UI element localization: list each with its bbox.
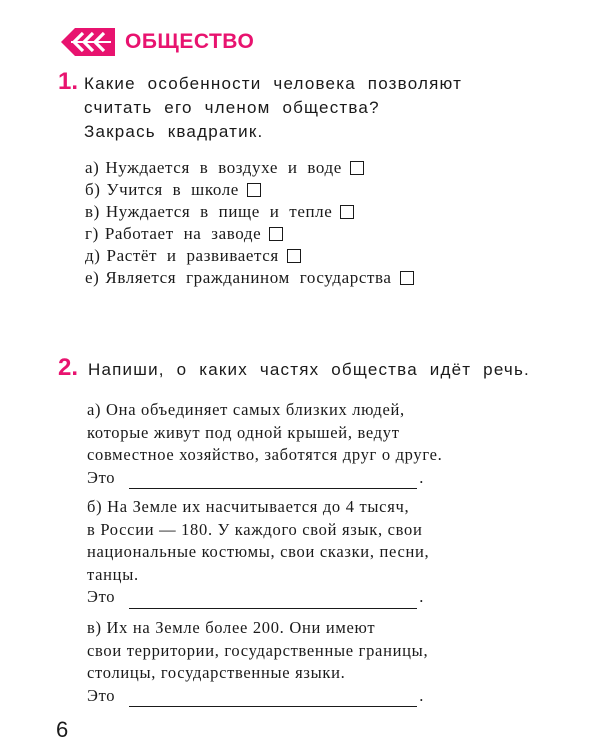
item-line: национальные костюмы, свои сказки, песни, xyxy=(87,542,430,561)
option-text: Работает на заводе xyxy=(104,224,262,243)
question-1-line: считать его членом общества? xyxy=(84,98,380,117)
option-e xyxy=(85,267,414,289)
item-line: а) Она объединяет самых близких людей, xyxy=(87,400,405,419)
answer-prefix: Это xyxy=(87,685,116,705)
answer-suffix: . xyxy=(419,685,425,705)
item-line: б) На Земле их насчитывается до 4 тысяч, xyxy=(87,497,410,516)
option-text: Нуждается в пище и тепле xyxy=(105,202,333,221)
answer-suffix: . xyxy=(419,467,425,487)
question-2-number: 2. xyxy=(58,354,79,381)
section-logo-icon xyxy=(57,25,119,59)
option-letter: е) xyxy=(85,268,100,287)
option-d-checkbox[interactable] xyxy=(287,249,301,263)
option-b-checkbox[interactable] xyxy=(247,183,261,197)
answer-prefix: Это xyxy=(87,587,116,606)
question-2-item-b xyxy=(87,496,537,609)
question-1-options xyxy=(85,157,414,289)
answer-prefix: Это xyxy=(87,467,116,487)
item-line: танцы. xyxy=(87,564,139,584)
item-line: свои территории, государственные границы, xyxy=(87,640,429,660)
option-g-checkbox[interactable] xyxy=(269,227,283,241)
item-line: которые живут под одной крышей, ведут xyxy=(87,422,400,442)
option-letter: а) xyxy=(85,158,100,177)
item-line: в) Их на Земле более 200. Они имеют xyxy=(87,618,376,637)
item-line: в России — 180. У каждого свой язык, свои xyxy=(87,519,423,539)
question-1-line: Какие особенности человека позволяют xyxy=(84,74,463,93)
option-g xyxy=(85,223,414,245)
question-1-text xyxy=(84,72,554,144)
option-v-checkbox[interactable] xyxy=(340,205,354,219)
option-letter: д) xyxy=(85,246,101,265)
option-text: Учится в школе xyxy=(106,180,239,199)
item-line: столицы, государственные языки. xyxy=(87,663,346,682)
section-title: ОБЩЕСТВО xyxy=(125,30,255,53)
question-2-item-c xyxy=(87,617,537,707)
option-d xyxy=(85,245,414,267)
answer-line xyxy=(87,586,537,609)
item-line: совместное хозяйство, заботятся друг о друге. xyxy=(87,445,443,464)
option-a-checkbox[interactable] xyxy=(350,161,364,175)
option-e-checkbox[interactable] xyxy=(400,271,414,285)
question-2-item-a xyxy=(87,399,537,489)
option-a xyxy=(85,157,414,179)
answer-line xyxy=(87,685,537,708)
question-2-text: Напиши, о каких частях общества идёт речь. xyxy=(88,360,530,379)
option-letter: в) xyxy=(85,202,100,221)
question-1-line: Закрась квадратик. xyxy=(84,122,264,141)
answer-a-input[interactable] xyxy=(129,473,417,489)
option-b xyxy=(85,179,414,201)
option-text: Является гражданином государства xyxy=(105,268,392,287)
option-v xyxy=(85,201,414,223)
option-text: Нуждается в воздухе и воде xyxy=(105,158,342,177)
section-header xyxy=(57,24,254,60)
answer-suffix: . xyxy=(419,587,425,606)
option-text: Растёт и развивается xyxy=(106,246,279,265)
answer-b-input[interactable] xyxy=(129,593,417,609)
option-letter: б) xyxy=(85,180,101,199)
question-1-number: 1. xyxy=(58,68,79,95)
page-number: 6 xyxy=(56,717,69,742)
answer-line xyxy=(87,467,537,490)
answer-c-input[interactable] xyxy=(129,691,417,707)
option-letter: г) xyxy=(85,224,99,243)
